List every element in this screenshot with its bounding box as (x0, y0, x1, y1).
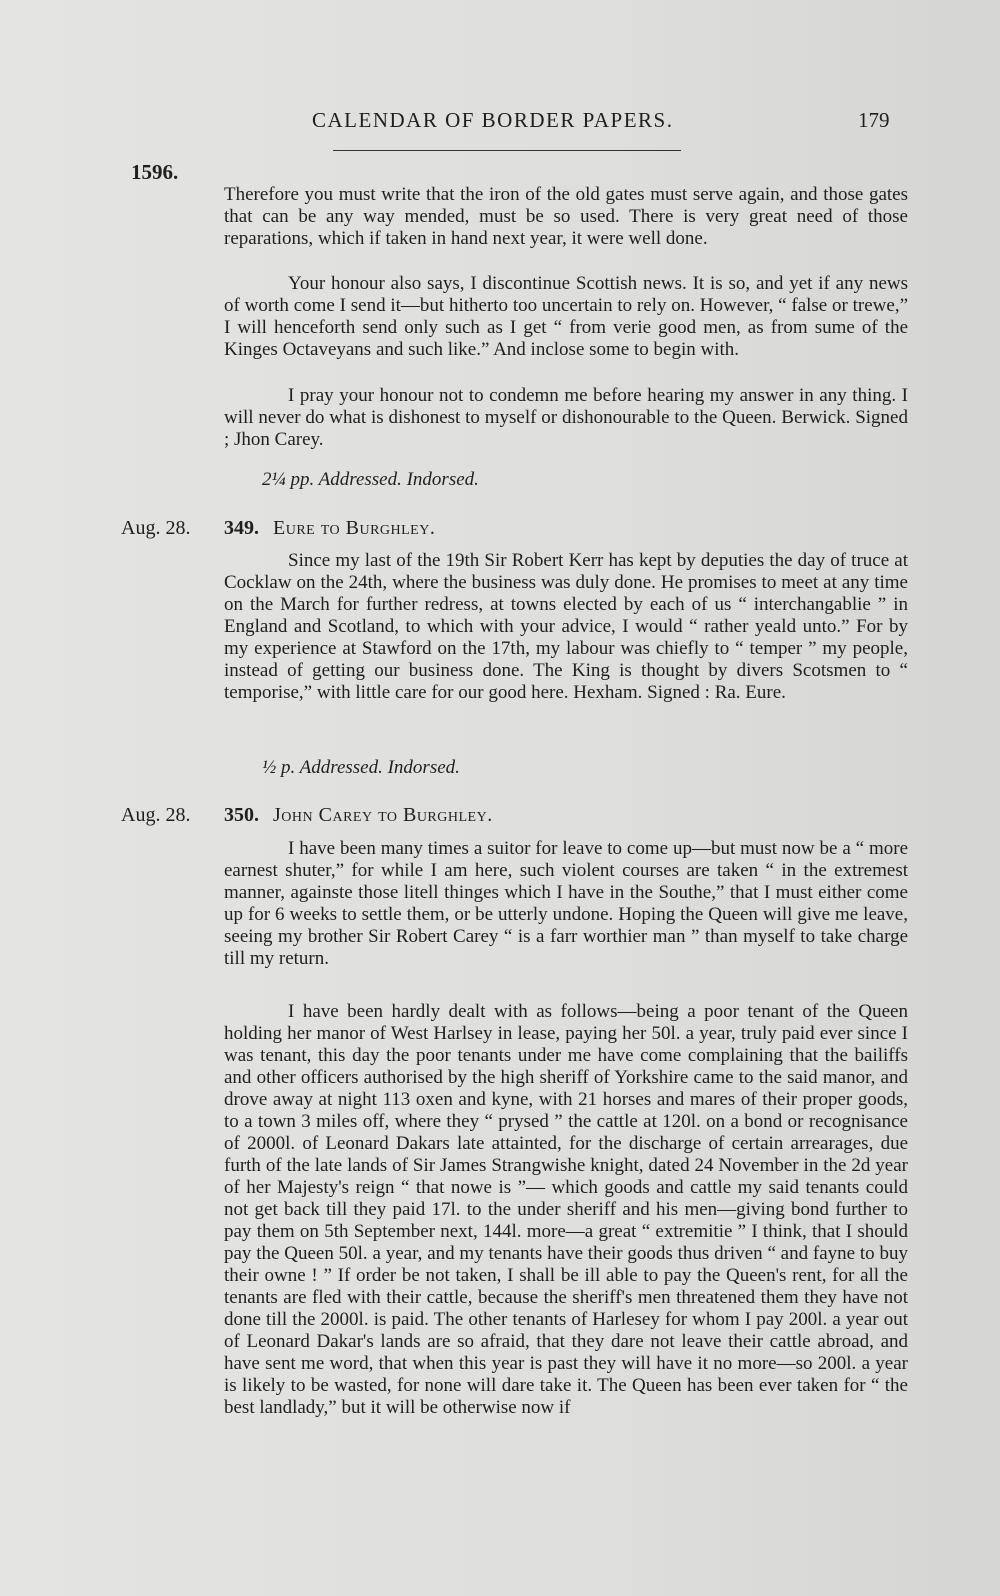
entry-350-paragraph-1: I have been many times a suitor for leave to come up—but must now be a “ more earnest shuter,” for while I am here, such violent courses are taken “ in the extremest manner, againste those litell thinges which I have in the Southe,” that I must either come up for 6 weeks to settle them, or be utterly undone. Hoping the Queen will give me leave, seeing my brother Sir Robert Carey “ is a farr worthier man ” than myself to take charge till my return. (224, 838, 908, 969)
entry-350-title (224, 804, 493, 827)
entry-349-heading: Eure to Burghley. (273, 517, 436, 539)
continuation-note: 2¼ pp. Addressed. Indorsed. (262, 469, 479, 490)
continuation-paragraph-3: I pray your honour not to condemn me before hearing my answer in any thing. I will never do what is dishonest to myself or dishonourable to the Queen. Berwick. Signed ; Jhon Carey. (224, 385, 908, 450)
page-number: 179 (858, 108, 890, 132)
entry-349-paragraph: Since my last of the 19th Sir Robert Kerr has kept by deputies the day of truce at Cocklaw on the 24th, where the business was duly done. He promises to meet at any time on the March for further redress, at towns elected by each of us “ interchangablie ” in England and Scotland, to which with your advice, I would “ rather yeald unto.” For by my experience at Stawford on the 17th, my labour was chiefly to “ temper ” my people, instead of getting our business done. The King is thought by divers Scotsmen to “ temporise,” with little care for our good here. Hexham. Signed : Ra. Eure. (224, 550, 908, 703)
entry-349-date: Aug. 28. (121, 517, 191, 539)
entry-350-heading: John Carey to Burghley. (273, 804, 493, 826)
entry-349-number: 349. (224, 517, 259, 539)
entry-349-note: ½ p. Addressed. Indorsed. (262, 757, 460, 778)
year-marker: 1596. (131, 160, 179, 184)
entry-350-date: Aug. 28. (121, 804, 191, 826)
continuation-paragraph-2: Your honour also says, I discontinue Scottish news. It is so, and yet if any news of worth come I send it—but hitherto too uncertain to rely on. However, “ false or trewe,” I will henceforth send only such as I get “ from verie good men, as from sume of the Kinges Octaveyans and such like.” And inclose some to begin with. (224, 273, 908, 360)
entry-350-paragraph-2: I have been hardly dealt with as follows—being a poor tenant of the Queen holding her manor of West Harlsey in lease, paying her 50l. a year, truly paid ever since I was tenant, this day the poor tenants under me have come complaining that the bailiffs and other officers authorised by the high sheriff of Yorkshire came to the said manor, and drove away at night 113 oxen and kyne, with 21 horses and mares of their proper goods, to a town 3 miles off, where they “ prysed ” the cattle at 120l. on a bond or recognisance of 2000l. of Leonard Dakars late attainted, for the discharge of certain arrearages, due furth of the late lands of Sir James Strangwishe knight, dated 24 November in the 2d year of her Majesty's reign “ that nowe is ”— which goods and cattle my said tenants could not get back till they paid 17l. to the under sheriff and his men—giving bond further to pay them on 5th September next, 144l. more—a great “ extremitie ” I think, that I should pay the Queen 50l. a year, and my tenants have their goods thus driven “ and fayne to buy their owne ! ” If order be not taken, I shall be ill able to pay the Queen's rent, for all the tenants are fled with their cattle, because the sheriff's men threatened them they have not done till the 2000l. is paid. The other tenants of Harlesey for whom I pay 200l. a year out of Leonard Dakar's lands are so afraid, that they dare not leave their cattle abroad, and have sent me word, that when this year is past they will have it no more—so 200l. a year is likely to be wasted, for none will dare take it. The Queen has been ever taken for “ the best landlady,” but it will be otherwise now if (224, 1001, 908, 1418)
header-rule (333, 150, 681, 151)
entry-350-number: 350. (224, 804, 259, 826)
continuation-paragraph-1: Therefore you must write that the iron of the old gates must serve again, and those gates that can be any way mended, must be so used. There is very great need of those reparations, which if taken in hand next year, it were well done. (224, 184, 908, 249)
entry-349-title (224, 517, 435, 540)
running-title: CALENDAR OF BORDER PAPERS. (312, 108, 674, 132)
